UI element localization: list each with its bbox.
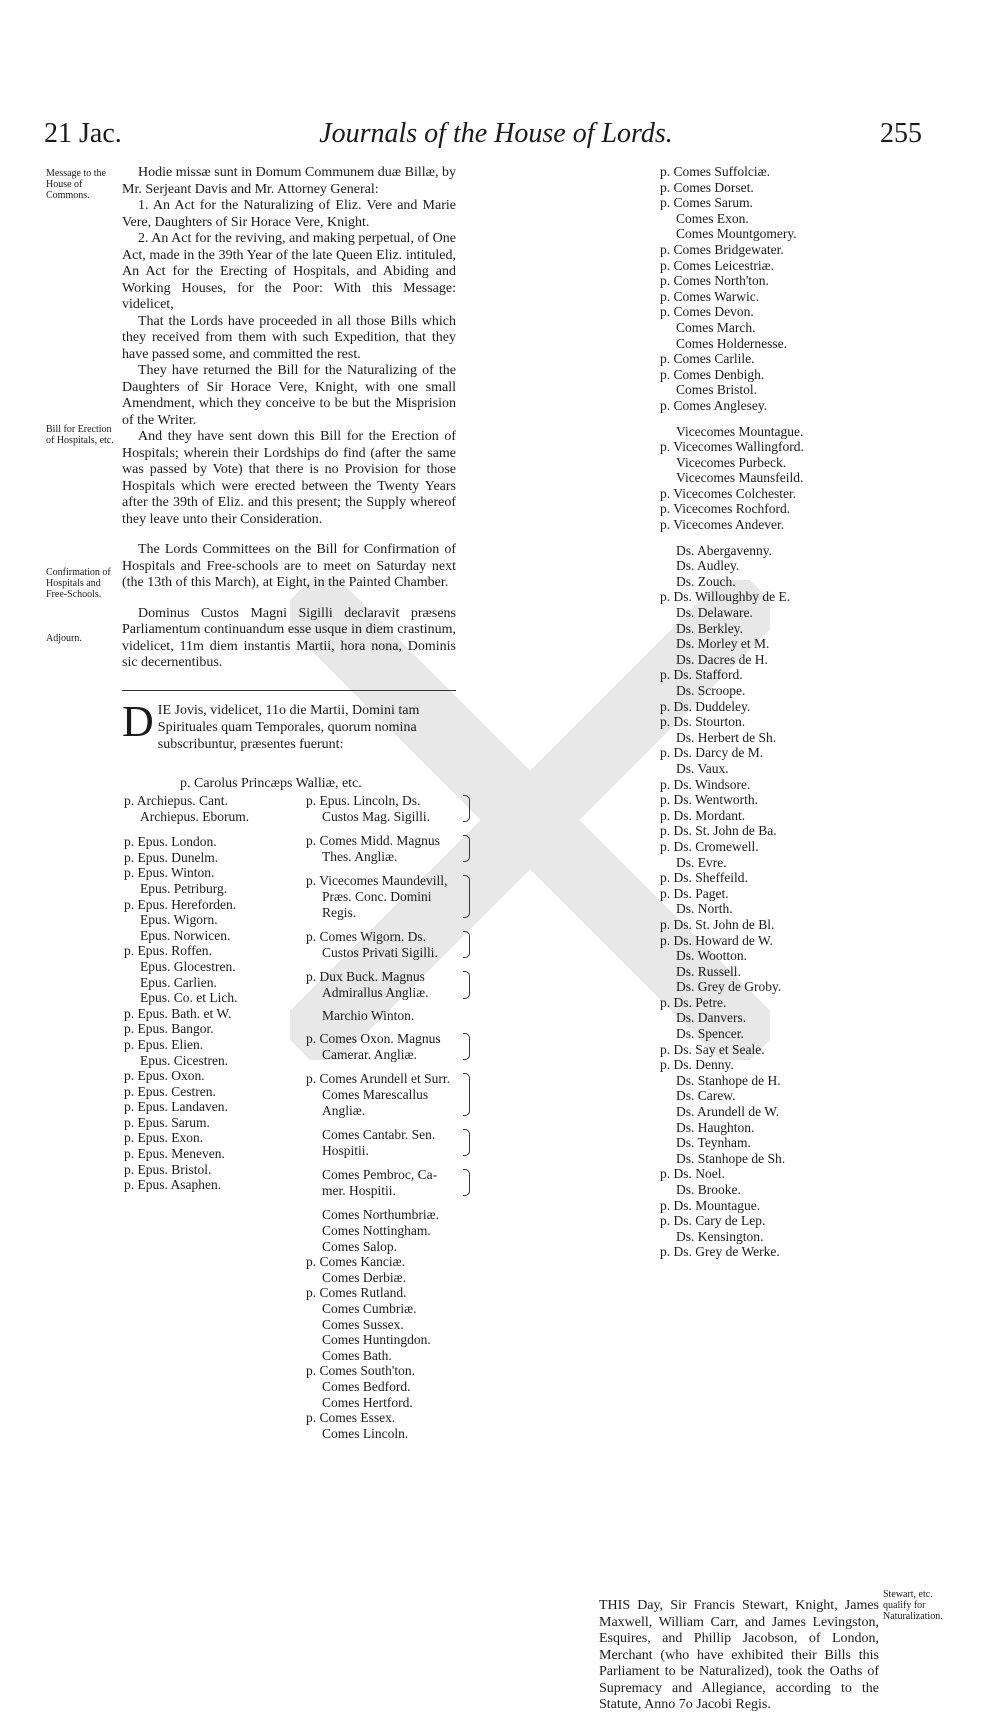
office-holder (306, 1071, 472, 1118)
baron-entry: p. Ds. Wentworth. (660, 792, 759, 808)
baron-entry: p. Ds. Denny. (660, 1057, 734, 1073)
margin-note-confirmation: Confirmation of Hospitals and Free-Schools. (46, 567, 111, 600)
earl-entry: p. Comes Anglesey. (660, 397, 768, 413)
bishop-entry: p. Archiepus. Cant. (124, 793, 228, 808)
bishop-entry: p. Epus. Bristol. (124, 1161, 212, 1177)
bishops-list (124, 793, 249, 1193)
officers-list (306, 793, 472, 1441)
baron-entry: p. Ds. Stafford. (660, 667, 743, 683)
bishop-entry: p. Epus. Meneven. (124, 1146, 225, 1162)
baron-entry: Ds. Carew. (676, 1088, 736, 1104)
paragraph: 2. An Act for the reviving, and making perpetual, of One Act, made in the 39th Year of the late Queen Eliz. intituled, An Act for the Erecting of Hospitals, and Abiding and Working Houses, for the Poor: With this Message: videlicet, (122, 231, 456, 312)
baron-entry: Ds. Teynham. (676, 1135, 751, 1151)
bishop-entry: p. Epus. Winton. (124, 865, 215, 881)
viscount-entry: p. Vicecomes Andever. (660, 517, 785, 533)
earl-entry: p. Comes Suffolciæ. (660, 164, 771, 179)
running-head-left: 21 Jac. (44, 118, 122, 149)
viscount-entry: Vicecomes Mountague. (676, 423, 804, 439)
earl-entry: p. Comes Essex. (306, 1410, 396, 1426)
office-line: Comes Marescallus (322, 1086, 429, 1102)
earl-entry: Comes Nottingham. (322, 1223, 431, 1239)
office-line: Custos Mag. Sigilli. (322, 808, 431, 824)
office-line: mer. Hospitii. (322, 1182, 396, 1198)
baron-entry: Ds. Evre. (676, 854, 727, 870)
bishop-entry: Epus. Petriburg. (140, 880, 228, 896)
baron-entry: p. Ds. Petre. (660, 994, 727, 1010)
bishop-entry: p. Epus. Hereforden. (124, 896, 237, 912)
baron-entry: p. Ds. Howard de W. (660, 932, 773, 948)
office-line: Præs. Conc. Domini (322, 888, 432, 904)
paragraph: 1. An Act for the Naturalizing of Eliz. Vere and Marie Vere, Daughters of Sir Horace Vere, Knight. (122, 198, 456, 230)
office-line: Angliæ. (322, 1102, 366, 1118)
bishop-entry: p. Epus. Landaven. (124, 1099, 228, 1115)
earl-entry: Comes Derbiæ. (322, 1269, 406, 1285)
office-line: p. Comes Arundell et Surr. (306, 1071, 450, 1087)
office-holder (306, 833, 472, 864)
paragraph: Hodie missæ sunt in Domum Communem duæ Billæ, by Mr. Serjeant Davis and Mr. Attorney General: (122, 165, 456, 197)
baron-entry: p. Ds. Mordant. (660, 807, 746, 823)
earl-entry: p. Comes North'ton. (660, 273, 769, 289)
bishop-entry: Epus. Cicestren. (140, 1052, 229, 1068)
baron-entry: p. Ds. Cromewell. (660, 838, 759, 854)
earl-entry: p. Comes Dorset. (660, 179, 754, 195)
earl-entry: Comes Exon. (676, 210, 749, 226)
running-head-title: Journals of the House of Lords. (319, 118, 673, 149)
baron-entry: p. Ds. Mountague. (660, 1197, 761, 1213)
earl-entry: p. Comes Sarum. (660, 195, 753, 211)
baron-entry: Ds. Russell. (676, 963, 741, 979)
office-holder (306, 969, 472, 1000)
baron-entry: Ds. Kensington. (676, 1228, 764, 1244)
baron-entry: p. Ds. Cary de Lep. (660, 1213, 766, 1229)
earl-entry: p. Comes Denbigh. (660, 366, 765, 382)
baron-entry: Ds. North. (676, 901, 733, 917)
earl-entry: p. Comes Rutland. (306, 1285, 407, 1301)
naturalization-paragraph: THIS Day, Sir Francis Stewart, Knight, James Maxwell, William Carr, and James Levingston, Esquires, and Phillip Jacobson, of London, Merchant (who have exhibited their Bills this Parliament to be Naturalized), took the Oaths of Supremacy and Allegiance, according to the Statute, Anno 7o Jacobi Regis. (599, 1598, 879, 1712)
bishop-entry: p. Epus. Asaphen. (124, 1177, 222, 1193)
baron-entry: p. Ds. Duddeley. (660, 698, 751, 714)
baron-entry: p. Ds. Paget. (660, 885, 729, 901)
bishop-entry: p. Epus. Roffen. (124, 943, 212, 959)
bishop-entry: Epus. Glocestren. (140, 958, 236, 974)
earl-entry: Comes Holdernesse. (676, 335, 787, 351)
bishop-entry: p. Epus. Dunelm. (124, 849, 219, 865)
baron-entry: p. Ds. Darcy de M. (660, 745, 764, 761)
office-line: p. Comes Oxon. Magnus (306, 1031, 441, 1047)
margin-note-adjourn: Adjourn. (46, 633, 82, 644)
session-heading (122, 697, 460, 753)
office-line: p. Vicecomes Maundevill, (306, 873, 448, 889)
earl-entry: Comes Hertford. (322, 1394, 413, 1410)
earl-entry: p. Comes Warwic. (660, 288, 760, 304)
bishop-entry (124, 824, 249, 834)
bishop-entry: Epus. Norwicen. (140, 927, 231, 943)
baron-entry: p. Ds. Willoughby de E. (660, 589, 791, 605)
earl-entry: Comes Huntingdon. (322, 1332, 431, 1348)
office-holder (306, 1127, 472, 1158)
bishop-entry: p. Epus. Exon. (124, 1130, 204, 1146)
baron-entry: p. Ds. St. John de Ba. (660, 823, 777, 839)
earl-entry: Comes Bristol. (676, 382, 758, 398)
earl-entry: Comes March. (676, 319, 756, 335)
baron-entry: Ds. Abergavenny. (676, 542, 772, 558)
earl-entry: p. Comes Bridgewater. (660, 241, 784, 257)
paragraph: Dominus Custos Magni Sigilli declaravit præsens Parliamentum continuandum esse usque in diem crastinum, videlicet, 11m diem instantis Martii, hora nona, Dominis sic decernentibus. (122, 605, 456, 670)
paragraph: And they have sent down this Bill for the Erection of Hospitals; wherein their Lordships do find (after the same was passed by Vote) that there is no Provision for those Hospitals which were erected between the Twenty Years after the 39th of Eliz. and this present; the Supply whereof they leave unto their Consideration. (122, 429, 456, 527)
baron-entry: Ds. Scroope. (676, 683, 746, 698)
earl-entry: p. Comes South'ton. (306, 1363, 415, 1379)
bishop-entry: Epus. Wigorn. (140, 912, 218, 928)
bishop-entry: Archiepus. Eborum. (140, 808, 250, 824)
bishop-entry: p. Epus. London. (124, 834, 217, 850)
baron-entry: p. Ds. Stourton. (660, 714, 746, 730)
office-line: Custos Privati Sigilli. (322, 944, 438, 960)
earl-entry: Comes Bedford. (322, 1379, 411, 1394)
main-text (122, 165, 456, 672)
office-holder (306, 873, 472, 920)
office-line: p. Epus. Lincoln, Ds. (306, 793, 421, 808)
paragraph: They have returned the Bill for the Naturalizing of the Daughters of Sir Horace Vere, Knight, with one small Amendment, which they conceive to be but the Misprision of the Writer. (122, 363, 456, 428)
bishop-entry: Epus. Co. et Lich. (140, 990, 238, 1006)
office-line: Comes Pembroc, Ca- (322, 1167, 438, 1183)
baron-entry: Ds. Vaux. (676, 760, 729, 776)
bishop-entry: p. Epus. Cestren. (124, 1083, 216, 1099)
office-line: Comes Cantabr. Sen. (322, 1127, 436, 1143)
earl-entry: Comes Sussex. (322, 1316, 404, 1332)
viscount-entry: p. Vicecomes Rochford. (660, 501, 791, 517)
bishop-entry: p. Epus. Oxon. (124, 1068, 205, 1084)
baron-entry: Ds. Morley et M. (676, 636, 770, 652)
baron-entry: Ds. Stanhope de H. (676, 1072, 781, 1088)
baron-entry: Ds. Danvers. (676, 1010, 747, 1026)
baron-entry: p. Ds. Windsore. (660, 776, 751, 792)
bishop-entry: p. Epus. Sarum. (124, 1114, 210, 1130)
office-holder (306, 793, 472, 824)
baron-entry: Ds. Brooke. (676, 1182, 741, 1197)
viscount-entry: p. Vicecomes Colchester. (660, 485, 797, 501)
session-text: IE Jovis, videlicet, 11o die Martii, Domini tam Spirituales quam Temporales, quorum nomina subscribuntur, præsentes fuerunt: (157, 703, 420, 752)
earl-entry: p. Comes Leicestriæ. (660, 257, 774, 273)
earl-entry: Comes Cumbriæ. (322, 1301, 417, 1317)
baron-entry: p. Ds. Grey de Werke. (660, 1244, 780, 1260)
baron-entry: Ds. Haughton. (676, 1119, 755, 1135)
paragraph: That the Lords have proceeded in all those Bills which they received from them with such Expedition, that they have passed some, and committed the rest. (122, 313, 456, 362)
office-holder (306, 1031, 472, 1062)
baron-entry: p. Ds. Noel. (660, 1166, 725, 1182)
margin-note-stewart: Stewart, etc. qualify for Naturalization. (883, 1589, 943, 1622)
baron-entry: Ds. Arundell de W. (676, 1104, 780, 1120)
office-line: Admirallus Angliæ. (322, 984, 429, 1000)
baron-entry: Ds. Delaware. (676, 605, 753, 621)
right-column-list (660, 164, 880, 1260)
baron-entry: Ds. Audley. (676, 558, 740, 574)
paragraph: The Lords Committees on the Bill for Confirmation of Hospitals and Free-schools are to meet on Saturday next (the 13th of this March), at Eight, in the Painted Chamber. (122, 542, 456, 590)
bishop-entry: p. Epus. Bangor. (124, 1021, 214, 1037)
baron-entry: Ds. Herbert de Sh. (676, 729, 777, 745)
office-line: p. Comes Midd. Magnus (306, 833, 440, 849)
earl-entry: Comes Mountgomery. (676, 226, 797, 242)
margin-note-bill: Bill for Erection of Hospitals, etc. (46, 424, 114, 446)
office-line: p. Comes Wigorn. Ds. (306, 929, 426, 945)
baron-entry: Ds. Grey de Groby. (676, 979, 782, 995)
margin-note-message: Message to the House of Commons. (46, 168, 106, 201)
earl-entry: Comes Salop. (322, 1238, 398, 1254)
earl-entry: Comes Lincoln. (322, 1425, 409, 1441)
earl-entry: Comes Bath. (322, 1347, 392, 1363)
section-divider (122, 690, 456, 691)
bishop-entry: p. Epus. Bath. et W. (124, 1005, 232, 1021)
baron-entry: p. Ds. St. John de Bl. (660, 916, 775, 932)
page-number: 255 (880, 118, 922, 149)
baron-entry: Ds. Spencer. (676, 1026, 744, 1042)
baron-entry: Ds. Berkley. (676, 620, 743, 636)
baron-entry: p. Ds. Say et Seale. (660, 1041, 765, 1057)
baron-entry: p. Ds. Sheffeild. (660, 870, 748, 886)
baron-entry: Ds. Zouch. (676, 573, 736, 589)
office-line: p. Dux Buck. Magnus (306, 969, 425, 985)
drop-cap: D (122, 697, 154, 746)
earl-entry: Comes Northumbriæ. (322, 1207, 439, 1223)
office-holder (306, 929, 472, 960)
office-line: Thes. Angliæ. (322, 848, 398, 864)
baron-entry: Ds. Wootton. (676, 948, 748, 964)
bishop-entry: Epus. Carlien. (140, 974, 217, 990)
earl-entry: p. Comes Kanciæ. (306, 1254, 405, 1270)
office-line: Hospitii. (322, 1142, 369, 1158)
prince-entry: p. Carolus Princæps Walliæ, etc. (180, 776, 362, 791)
office-holder (306, 1167, 472, 1198)
earl-entry: p. Comes Devon. (660, 304, 754, 320)
bishop-entry: p. Epus. Elien. (124, 1036, 204, 1052)
office-line: Camerar. Angliæ. (322, 1046, 417, 1062)
office-line: Regis. (322, 904, 357, 920)
viscount-entry: Vicecomes Maunsfeild. (676, 470, 804, 486)
baron-entry: Ds. Dacres de H. (676, 651, 768, 667)
baron-entry: Ds. Stanhope de Sh. (676, 1150, 786, 1166)
earl-entry: p. Comes Carlile. (660, 351, 755, 367)
viscount-entry: Vicecomes Purbeck. (676, 454, 787, 470)
viscount-entry: p. Vicecomes Wallingford. (660, 439, 804, 455)
marchio-entry: Marchio Winton. (322, 1007, 415, 1023)
